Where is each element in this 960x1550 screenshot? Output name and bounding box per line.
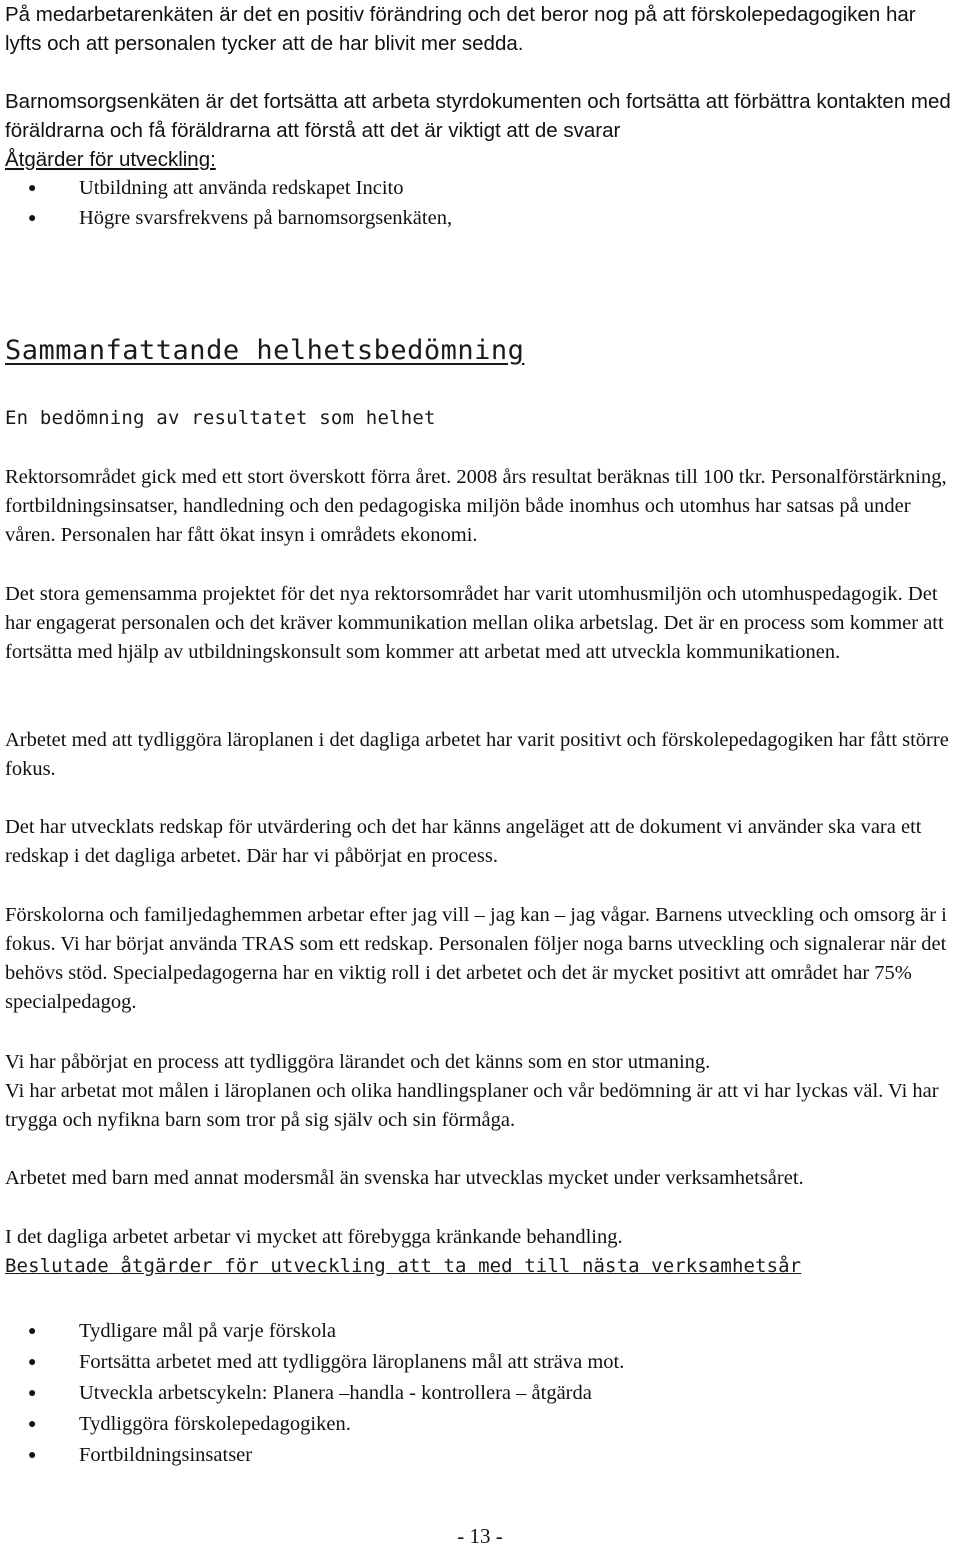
barnomsorg-paragraph: Barnomsorgsenkäten är det fortsätta att arbeta styrdokumenten och fortsätta att förbättra kontakten med föräldrarna och få föräldrarna att förstå att det är viktigt att de svarar: [5, 90, 951, 142]
summary-paragraph: Det stora gemensamma projektet för det nya rektorsområdet har varit utomhusmiljön och utomhuspedagogik. Det har engagerat personalen och det kräver kommunikation mellan olika arbetslag. Det är en process som kommer att fortsätta med hjälp av utbildningskonsult som kommer att arbetat med att utveckla kommunikationen.: [5, 583, 944, 663]
atgarder-label: Åtgärder för utveckling:: [5, 148, 216, 171]
bullet-icon: ●: [28, 1324, 37, 1339]
bullet-icon: ●: [28, 1448, 37, 1463]
bullet-icon: ●: [28, 1355, 37, 1370]
document-page: På medarbetarenkäten är det en positiv förändring och det beror nog på att förskolepedagogiken har lyfts och att personalen tycker att de har blivit mer sedda. Barnomsorgsenkäten är det fortsätta att arbeta styrdokumenten och fortsätta att förbättra kontakten med föräldrarna och få föräldrarna att förstå att det är viktigt att de svarar Åtgärder för utveckling: ● Utbildning att använda redskapet Incito ● Högre svarsfrekvens på barnomsorgsenkäten, Sammanfattande helhetsbedömning En bedömning av resultatet som helhet Rektorsområdet gick med ett stort överskott förra året. 2008 års resultat beräknas till 100 tkr. Personalförstärkning, fortbildningsinsatser, handledning och den pedagogiska miljön både inomhus och utomhus har satsas på under våren. Personalen har fått ökat insyn i områdets ekonomi. Det stora gemensamma projektet för det nya rektorsområdet har varit utomhusmiljön och utomhuspedagogik. Det har engagerat personalen och det kräver kommunikation mellan olika arbetslag. Det är en process som kommer att fortsätta med hjälp av utbildningskonsult som kommer att arbetat med att utveckla kommunikationen. Arbetet med att tydliggöra läroplanen i det dagliga arbetet har varit positivt och förskolepedagogiken har fått större fokus. Det har utvecklats redskap för utvärdering och det har känns angeläget att de dokument vi använder ska vara ett redskap i det dagliga arbetet. Där har vi påbörjat en process. Förskolorna och familjedaghemmen arbetar efter jag vill – jag kan – jag vågar. Barnens utveckling och omsorg är i fokus. Vi har börjat använda TRAS som ett redskap. Personalen följer noga barns utveckling och signalerar när det behövs stöd. Specialpedagogerna har en viktig roll i det arbetet och det är mycket positivt att området har 75% specialpedagog. Vi har påbörjat en process att tydliggöra lärandet och det känns som en stor utmaning. Vi har arbetat mot målen i läroplanen och olika handlingsplaner och vår bedömning är att vi har lyckas väl. Vi har trygga och nyfikna barn som tror på sig själv och sin förmåga. Arbetet med barn med annat modersmål än svenska har utvecklas mycket under verksamhetsåret. I det dagliga arbetet arbetar vi mycket att förebygga kränkande behandling. Beslutade åtgärder för utveckling att ta med till nästa verksamhetsår ● Tydligare mål på varje förskola ● Fortsätta arbetet med att tydliggöra läroplanens mål att sträva mot. ● Utveckla arbetscykeln: Planera –handla - kontrollera – åtgärda ● Tydliggöra förskolepedagogiken. ● Fortbildningsinsatser - 13 -: [0, 0, 960, 1550]
bullet-icon: ●: [28, 1386, 37, 1401]
decided-heading: Beslutade åtgärder för utveckling att ta med till nästa verksamhetsår: [5, 1255, 802, 1277]
summary-paragraph: Vi har påbörjat en process att tydliggöra lärandet och det känns som en stor utmaning.: [5, 1051, 711, 1073]
summary-paragraph: Det har utvecklats redskap för utvärdering och det har känns angeläget att de dokument vi använder ska vara ett redskap i det dagliga arbetet. Där har vi påbörjat en process.: [5, 816, 922, 867]
summary-paragraph: Vi har arbetat mot målen i läroplanen och olika handlingsplaner och vår bedömning är att vi har lyckas väl. Vi har trygga och nyfikna barn som tror på sig själv och sin förmåga.: [5, 1080, 939, 1131]
summary-paragraph: Arbetet med barn med annat modersmål än svenska har utvecklas mycket under verksamhetsåret.: [5, 1167, 804, 1189]
bullet-icon: ●: [28, 211, 37, 226]
intro-paragraph: På medarbetarenkäten är det en positiv förändring och det beror nog på att förskolepedagogiken har lyfts och att personalen tycker att de har blivit mer sedda.: [5, 3, 916, 55]
bullet-icon: ●: [28, 181, 37, 196]
summary-paragraph: Rektorsområdet gick med ett stort överskott förra året. 2008 års resultat beräknas till 100 tkr. Personalförstärkning, fortbildningsinsatser, handledning och den pedagogiska miljön både inomhus och utomhus har satsas på under våren. Personalen har fått ökat insyn i områdets ekonomi.: [5, 466, 947, 546]
section-heading: Sammanfattande helhetsbedömning: [5, 335, 525, 366]
summary-paragraph: Förskolorna och familjedaghemmen arbetar efter jag vill – jag kan – jag vågar. Barnens utveckling och omsorg är i fokus. Vi har börjat använda TRAS som ett redskap. Personalen följer noga barns utveckling och signalerar när det behövs stöd. Specialpedagogerna har en viktig roll i det arbetet och det är mycket positivt att området har 75% specialpedagog.: [5, 904, 947, 1013]
page-number: - 13 -: [457, 1524, 503, 1548]
bullet-icon: ●: [28, 1417, 37, 1432]
summary-paragraph: Arbetet med att tydliggöra läroplanen i det dagliga arbetet har varit positivt och förskolepedagogiken har fått större fokus.: [5, 729, 949, 780]
section-subheading: En bedömning av resultatet som helhet: [5, 407, 436, 429]
summary-paragraph: I det dagliga arbetet arbetar vi mycket att förebygga kränkande behandling.: [5, 1226, 623, 1248]
